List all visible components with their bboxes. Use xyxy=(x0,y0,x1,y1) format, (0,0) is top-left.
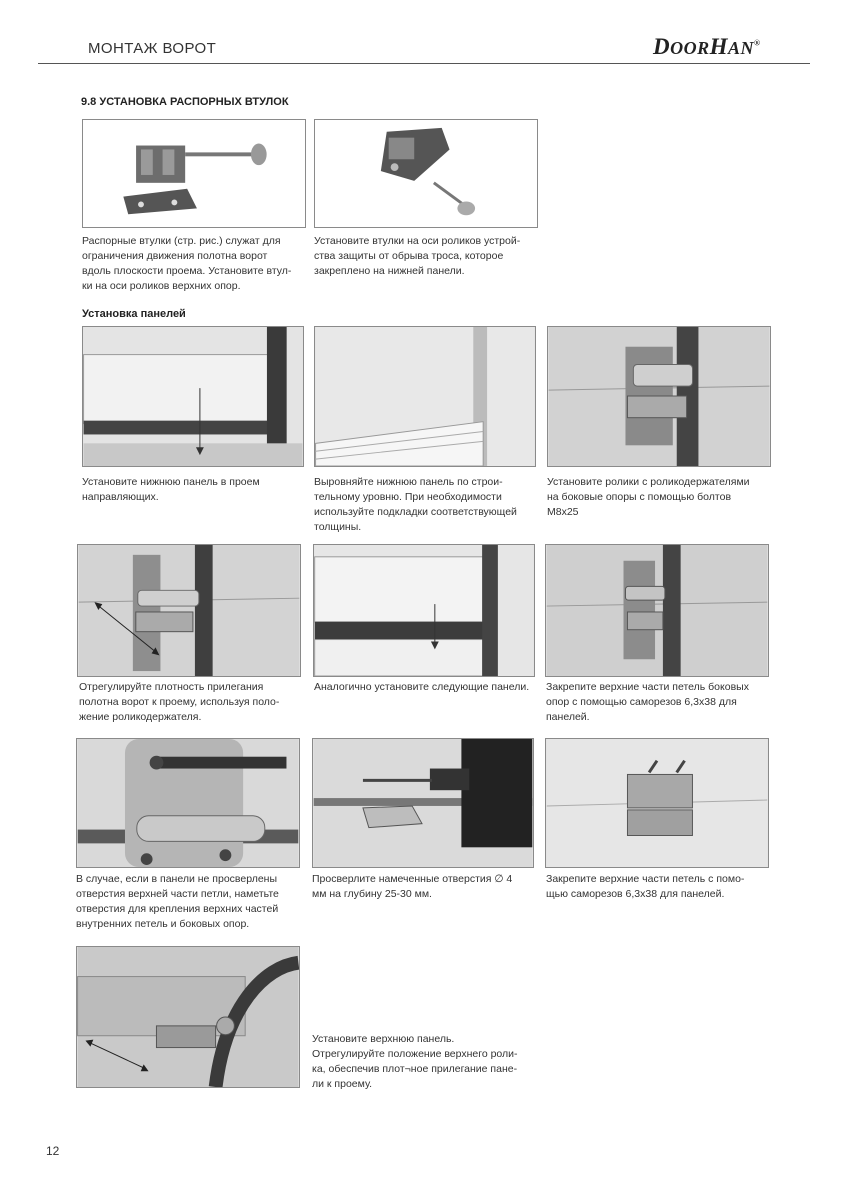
page-number: 12 xyxy=(46,1144,60,1158)
caption-spacer-bushing: Распорные втулки (стр. рис.) служат для ограничения движения полотна ворот вдоль плоскости проема. Установите втул- ки на оси роликов верхних опор. xyxy=(82,235,292,292)
figure-hinge-screws xyxy=(545,544,769,677)
brand-logo: DOORHAN® xyxy=(653,34,761,59)
figure-fasten-hinges xyxy=(545,738,769,868)
caption-next-panels: Аналогично установите следующие панели. xyxy=(314,681,530,693)
figure-drill-holes xyxy=(312,738,534,868)
caption-drill-holes: Просверлите намеченные отверстия ∅ 4 мм на глубину 25-30 мм. xyxy=(312,873,513,900)
caption-roller-holder: Установите ролики с роликодержателями на боковые опоры с помощью болтов М8х25 xyxy=(547,476,750,518)
figure-level-panel xyxy=(314,326,536,467)
caption-top-panel: Установите верхнюю панель. Отрегулируйте положение верхнего роли- ка, обеспечив плот¬ное прилегание пане- ли к проему. xyxy=(312,1033,518,1090)
figure-adjust-fit xyxy=(77,544,301,677)
figure-top-panel xyxy=(76,946,300,1088)
caption-level-panel: Выровняйте нижнюю панель по строи- тельному уровню. При необходимости используйте подкладки соответствующей толщины. xyxy=(314,476,517,533)
caption-adjust-fit: Отрегулируйте плотность прилегания полотна ворот к проему, используя поло- жение роликодержателя. xyxy=(79,681,280,723)
caption-bottom-panel: Установите нижнюю панель в проем направляющих. xyxy=(82,476,260,503)
figure-mark-holes xyxy=(76,738,300,868)
caption-mark-holes: В случае, если в панели не просверлены отверстия верхней части петли, наметьте отверстия для крепления верхних частей внутренних петель и боковых опор. xyxy=(76,873,279,930)
caption-cable-break-device: Установите втулки на оси роликов устрой- ства защиты от обрыва троса, которое закреплено на нижней панели. xyxy=(314,235,521,277)
figure-spacer-bushing xyxy=(82,119,306,228)
header-rule xyxy=(38,63,810,64)
figure-bottom-panel xyxy=(82,326,304,467)
header-title: МОНТАЖ ВОРОТ xyxy=(88,40,217,57)
caption-fasten-hinges: Закрепите верхние части петель с помо- щью саморезов 6,3х38 для панелей. xyxy=(546,873,745,900)
figure-cable-break-device xyxy=(314,119,538,228)
figure-roller-holder xyxy=(547,326,771,467)
subsection-title: Установка панелей xyxy=(82,308,186,320)
caption-hinge-screws: Закрепите верхние части петель боковых опор с помощью саморезов 6,3х38 для панелей. xyxy=(546,681,749,723)
figure-next-panels xyxy=(313,544,535,677)
section-title: 9.8 УСТАНОВКА РАСПОРНЫХ ВТУЛОК xyxy=(81,96,289,108)
